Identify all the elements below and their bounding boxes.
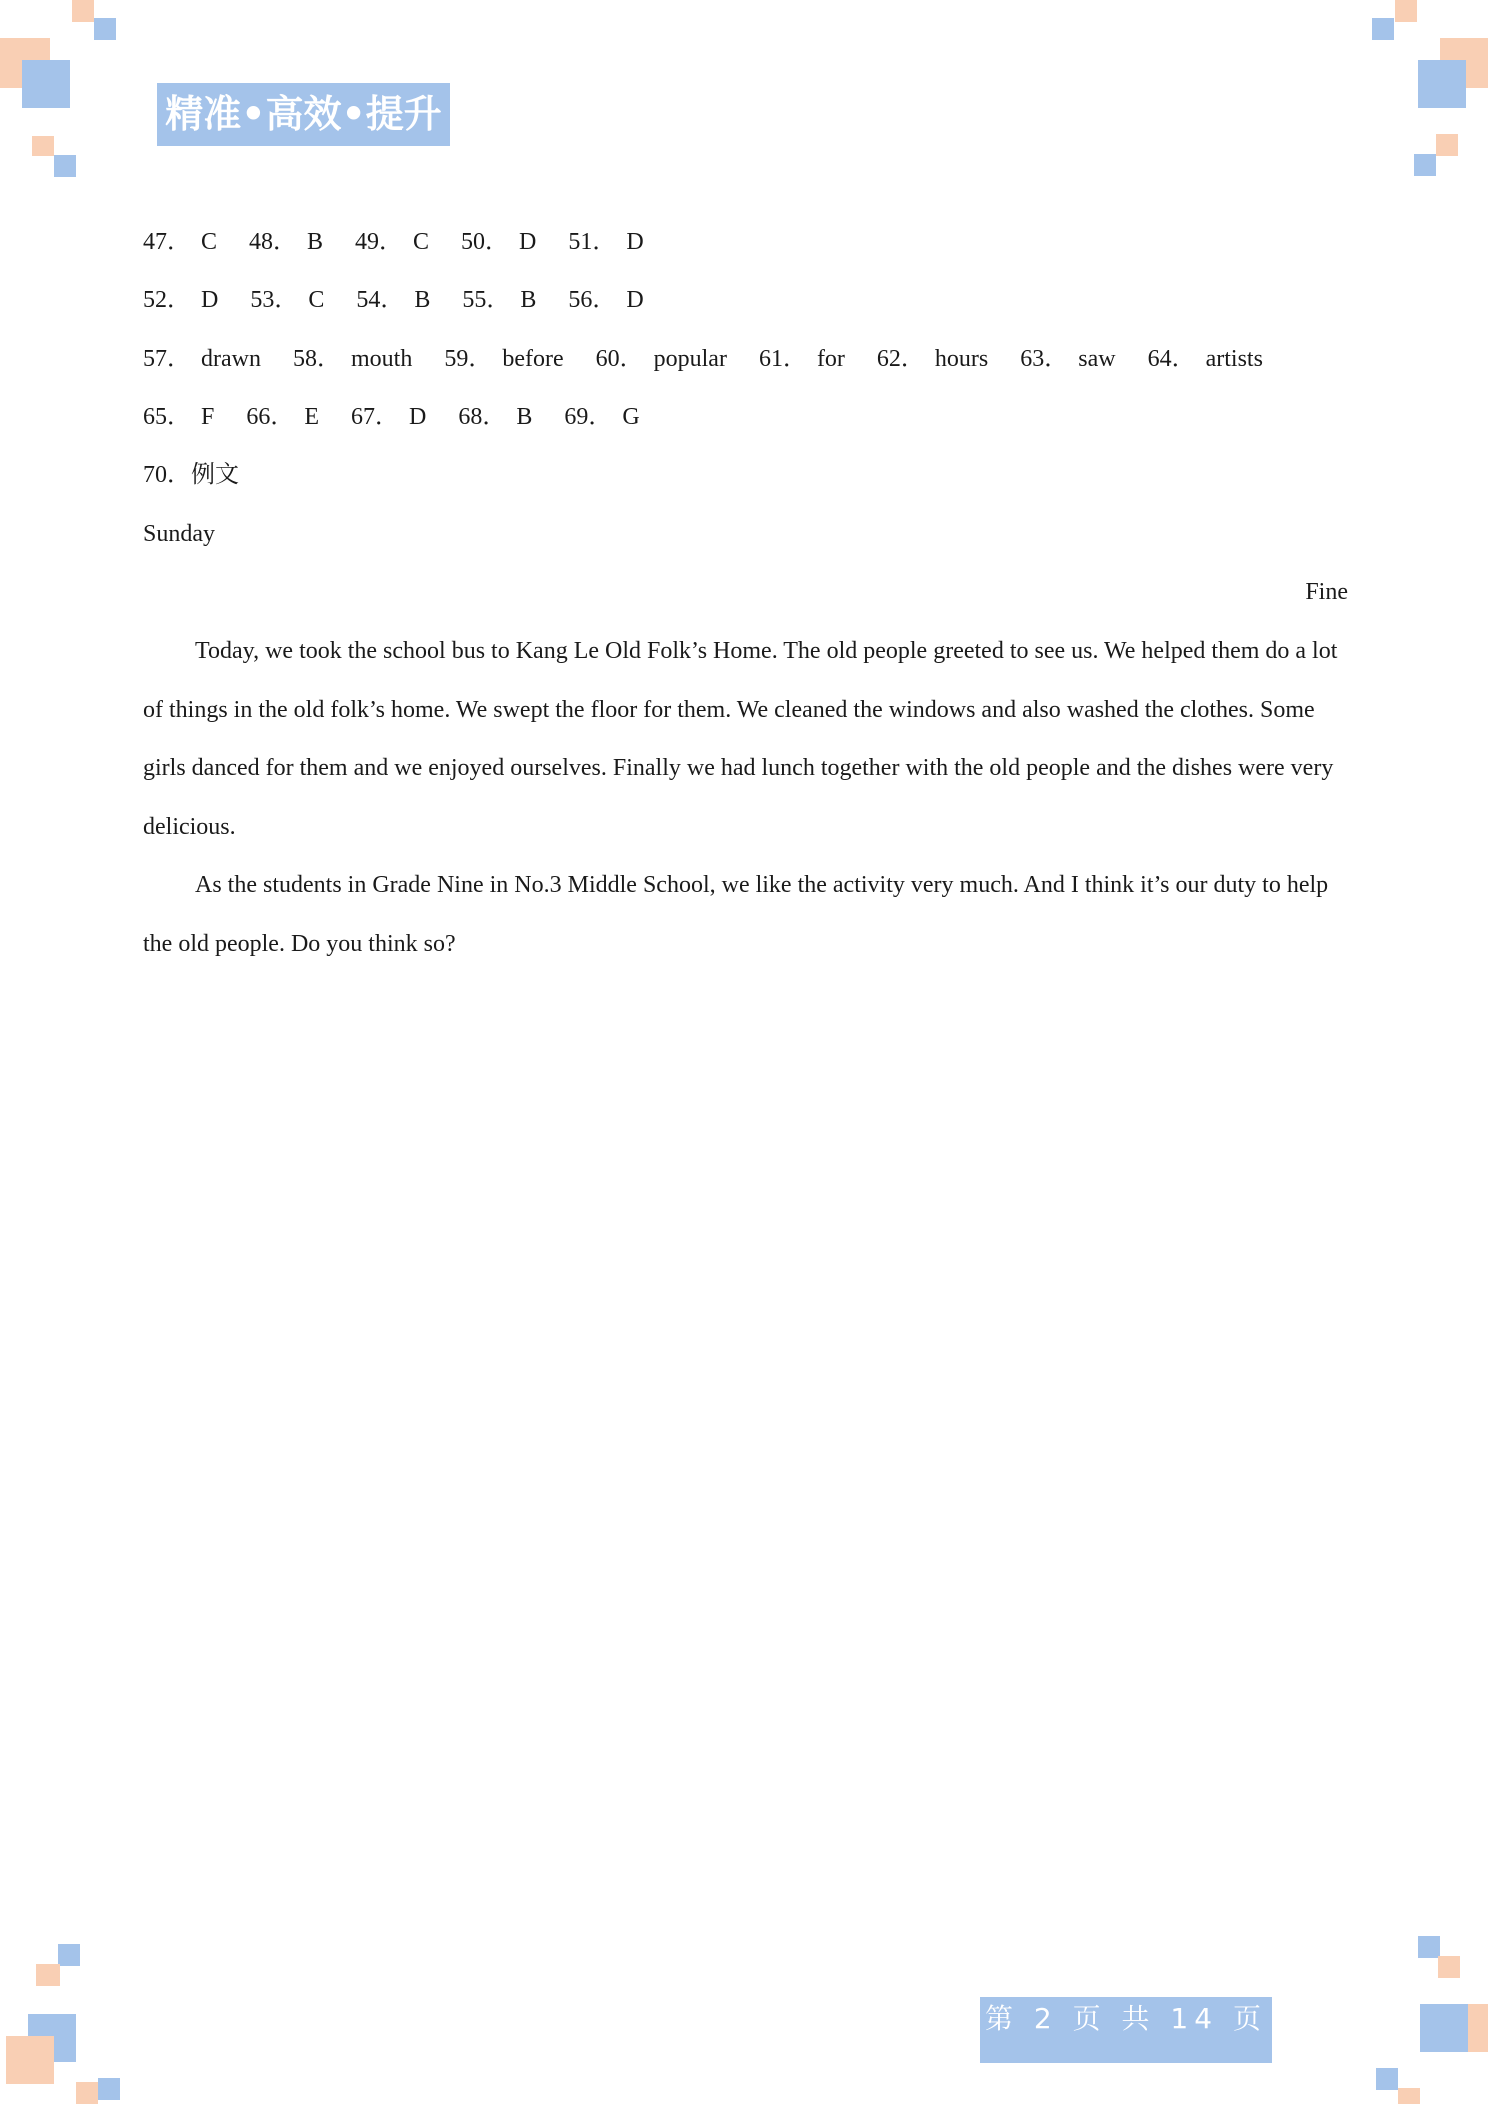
answer-row-1 xyxy=(143,213,644,271)
answer-item: 65． F xyxy=(143,404,215,430)
answer-item: 57． drawn xyxy=(143,346,261,372)
answer-item: 54． B xyxy=(356,287,431,313)
answer-item: 48． B xyxy=(249,229,324,255)
answer-item: 53． C xyxy=(250,287,325,313)
essay-number-label: 70．例文 xyxy=(143,462,239,488)
answer-item: 68． B xyxy=(458,404,533,430)
page-indicator: 第 2 页 共 14 页 xyxy=(980,1997,1272,2063)
answer-item: 47． C xyxy=(143,229,218,255)
answer-item: 56． D xyxy=(568,287,644,313)
brand-banner: 精准•高效•提升 xyxy=(157,83,450,146)
answer-item: 50． D xyxy=(461,229,537,255)
answer-item: 60． popular xyxy=(595,346,727,372)
essay-paragraph-2: As the students in Grade Nine in No.3 Middle School, we like the activity very much. And I think it’s our duty to help the old people. Do you think so? xyxy=(143,872,1329,957)
answer-item: 55． B xyxy=(462,287,537,313)
answer-item: 66． E xyxy=(246,404,320,430)
answer-item: 51． D xyxy=(568,229,644,255)
answer-item: 59． before xyxy=(444,346,564,372)
answer-item: 58． mouth xyxy=(292,346,413,372)
essay-day: Sunday xyxy=(143,521,215,547)
answer-item: 62． hours xyxy=(876,346,989,372)
essay-weather: Fine xyxy=(1305,579,1348,605)
answer-item: 64． artists xyxy=(1147,346,1263,372)
essay-paragraph-1: Today, we took the school bus to Kang Le Old Folk’s Home. The old people greeted to see us. We helped them do a lot of things in the old folk’s home. We swept the floor for them. We cleaned the windows and also washed the clothes. Some girls danced for them and we enjoyed ourselves. Finally we had lunch together with the old people and the dishes were very delicious. xyxy=(143,638,1338,840)
answer-item: 69． G xyxy=(564,404,640,430)
answer-item: 49． C xyxy=(355,229,430,255)
answer-item: 67． D xyxy=(351,404,427,430)
answer-item: 61． for xyxy=(758,346,845,372)
answer-row-3 xyxy=(143,330,1263,388)
answer-row-4 xyxy=(143,388,640,446)
answer-item: 63． saw xyxy=(1020,346,1116,372)
answer-item: 52． D xyxy=(143,287,219,313)
answer-row-2 xyxy=(143,271,644,329)
